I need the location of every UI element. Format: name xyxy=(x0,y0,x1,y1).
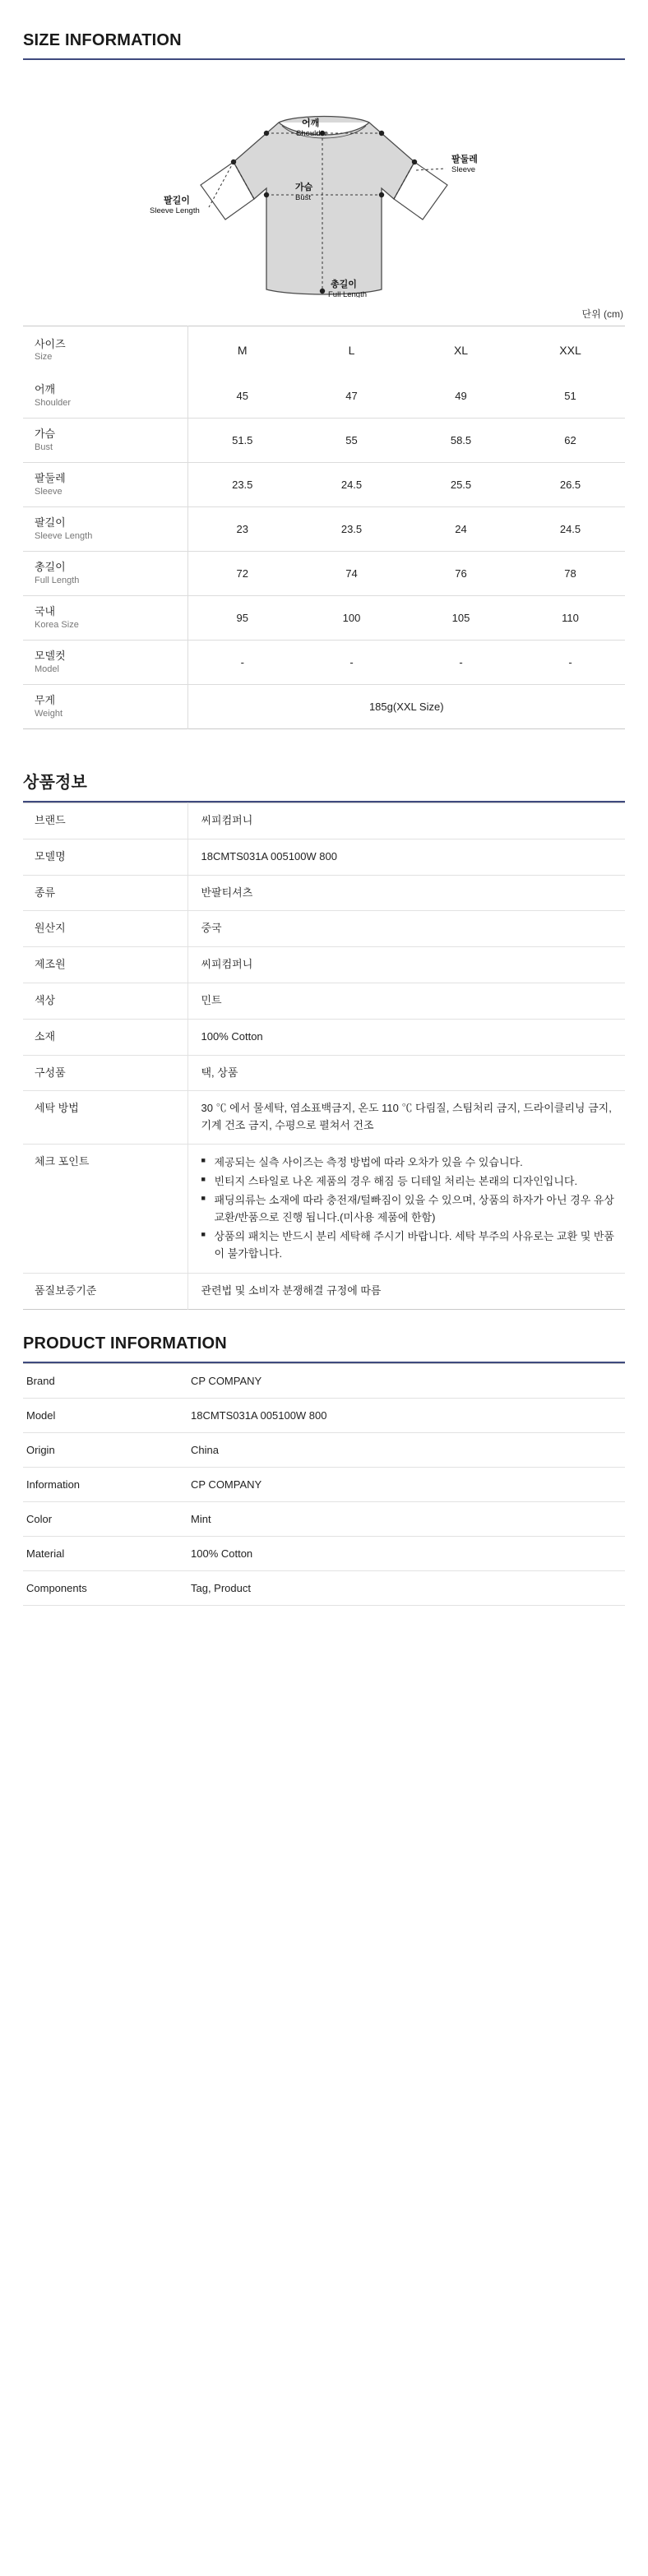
cell: 25.5 xyxy=(406,463,516,507)
pi-key-model: Model xyxy=(23,1399,179,1433)
goods-key-manufacturer: 제조원 xyxy=(23,947,187,983)
table-row xyxy=(23,552,625,596)
table-row xyxy=(23,596,625,641)
size-row-korea-size-label: 국내 Korea Size xyxy=(23,596,187,641)
table-row xyxy=(23,911,625,947)
pi-value-components: Tag, Product xyxy=(179,1571,625,1606)
table-row xyxy=(23,1399,625,1433)
goods-key-color: 색상 xyxy=(23,983,187,1019)
diagram-label-sleeve-length-ko: 팔길이 xyxy=(164,196,190,206)
cell: - xyxy=(297,641,406,685)
list-item: ■ 패딩의류는 소재에 따라 충전재/털빠짐이 있을 수 있으며, 상품의 하자가 아닌 경우 유상 교환/반품으로 진행 됩니다.(미사용 제품에 한함) xyxy=(201,1191,621,1226)
goods-information-table xyxy=(23,802,625,1310)
goods-value-color: 민트 xyxy=(187,983,625,1019)
goods-key-check-point: 체크 포인트 xyxy=(23,1144,187,1273)
size-row-shoulder-label: 어깨 Shoulder xyxy=(23,374,187,419)
pi-key-brand: Brand xyxy=(23,1364,179,1399)
table-row xyxy=(23,875,625,911)
size-column-xl: XL xyxy=(453,343,469,357)
check-point-list xyxy=(201,1154,621,1262)
pi-key-material: Material xyxy=(23,1537,179,1571)
pi-value-origin: China xyxy=(179,1433,625,1468)
size-table xyxy=(23,326,625,729)
pi-value-information: CP COMPANY xyxy=(179,1468,625,1502)
goods-key-model: 모델명 xyxy=(23,839,187,875)
goods-value-material: 100% Cotton xyxy=(187,1019,625,1055)
diagram-label-shoulder-ko: 어깨 xyxy=(302,118,320,128)
cell: - xyxy=(516,641,625,685)
diagram-label-bust-en: Bust xyxy=(295,193,312,202)
cell: 110 xyxy=(516,596,625,641)
cell: 26.5 xyxy=(516,463,625,507)
cell: 74 xyxy=(297,552,406,596)
pi-key-color: Color xyxy=(23,1502,179,1537)
cell: 23 xyxy=(187,507,297,552)
cell: 24.5 xyxy=(516,507,625,552)
size-row-sleeve-label: 팔둘레 Sleeve xyxy=(23,463,187,507)
size-column-l: L xyxy=(348,343,355,357)
cell: 23.5 xyxy=(187,463,297,507)
table-row xyxy=(23,1502,625,1537)
pi-value-model: 18CMTS031A 005100W 800 xyxy=(179,1399,625,1433)
goods-key-material: 소재 xyxy=(23,1019,187,1055)
cell: 49 xyxy=(406,374,516,419)
cell: 45 xyxy=(187,374,297,419)
table-row xyxy=(23,983,625,1019)
diagram-label-bust-ko: 가슴 xyxy=(295,183,313,192)
table-row xyxy=(23,419,625,463)
cell: 51 xyxy=(516,374,625,419)
table-row xyxy=(23,1055,625,1091)
size-column-xxl: XXL xyxy=(559,343,581,357)
cell: 76 xyxy=(406,552,516,596)
cell: 24 xyxy=(406,507,516,552)
table-row xyxy=(23,641,625,685)
goods-value-quality-standard: 관련법 및 소비자 분쟁해결 규정에 따름 xyxy=(201,1284,382,1297)
cell: - xyxy=(187,641,297,685)
size-table-header-row xyxy=(23,326,625,374)
table-row xyxy=(23,374,625,419)
goods-key-quality-standard: 품질보증기준 xyxy=(23,1274,187,1310)
goods-key-brand: 브랜드 xyxy=(23,803,187,839)
product-information-heading: PRODUCT INFORMATION xyxy=(23,1334,625,1363)
size-row-full-length-label: 총길이 Full Length xyxy=(23,552,187,596)
size-row-sleeve-length-label: 팔길이 Sleeve Length xyxy=(23,507,187,552)
goods-key-origin: 원산지 xyxy=(23,911,187,947)
size-table-header-label: 사이즈 Size xyxy=(23,326,187,374)
cell: 72 xyxy=(187,552,297,596)
size-column-m: M xyxy=(237,343,248,357)
diagram-label-sleeve-length-en: Sleeve Length xyxy=(150,206,200,215)
table-row xyxy=(23,685,625,729)
diagram-label-shoulder-en: Shoulder xyxy=(296,129,328,138)
table-row xyxy=(23,1144,625,1273)
cell: 105 xyxy=(406,596,516,641)
cell: 51.5 xyxy=(187,419,297,463)
goods-value-components: 택, 상품 xyxy=(187,1055,625,1091)
table-row xyxy=(23,1364,625,1399)
diagram-label-sleeve-en: Sleeve xyxy=(451,165,476,174)
diagram-label-sleeve-ko: 팔둘레 xyxy=(451,155,478,164)
goods-value-washing: 30 ℃ 에서 물세탁, 염소표백금지, 온도 110 ℃ 다림질, 스팀처리 금지, 드라이클리닝 금지, 기계 건조 금지, 수평으로 펼쳐서 건조 xyxy=(187,1091,625,1145)
pi-key-components: Components xyxy=(23,1571,179,1606)
size-information-heading: SIZE INFORMATION xyxy=(23,0,625,60)
cell: 23.5 xyxy=(297,507,406,552)
goods-value-type: 반팔티셔츠 xyxy=(187,875,625,911)
goods-value-origin: 중국 xyxy=(187,911,625,947)
size-row-model-label: 모델컷 Model xyxy=(23,641,187,685)
cell: 95 xyxy=(187,596,297,641)
table-row xyxy=(23,947,625,983)
cell: 47 xyxy=(297,374,406,419)
cell: 58.5 xyxy=(406,419,516,463)
table-row xyxy=(23,1274,625,1310)
pi-value-color: Mint xyxy=(179,1502,625,1537)
list-item: ■ 빈티지 스타일로 나온 제품의 경우 해짐 등 디테일 처리는 본래의 디자인입니다. xyxy=(201,1172,621,1190)
goods-value-check-point xyxy=(187,1144,625,1273)
cell: 78 xyxy=(516,552,625,596)
diagram-label-full-length-ko: 총길이 xyxy=(331,280,357,289)
size-row-weight-label: 무게 Weight xyxy=(23,685,187,729)
size-row-weight-value: 185g(XXL Size) xyxy=(368,701,444,713)
list-item: ■ 상품의 패치는 반드시 분리 세탁해 주시기 바랍니다. 세탁 부주의 사유로는 교환 및 반품이 불가합니다. xyxy=(201,1228,621,1262)
product-information-table xyxy=(23,1363,625,1606)
list-item: ■ 제공되는 실측 사이즈는 측정 방법에 따라 오차가 있을 수 있습니다. xyxy=(201,1154,621,1171)
goods-key-components: 구성품 xyxy=(23,1055,187,1091)
pi-key-information: Information xyxy=(23,1468,179,1502)
table-row xyxy=(23,803,625,839)
goods-value-model: 18CMTS031A 005100W 800 xyxy=(187,839,625,875)
pi-value-material: 100% Cotton xyxy=(179,1537,625,1571)
table-row xyxy=(23,1571,625,1606)
cell: 62 xyxy=(516,419,625,463)
size-row-bust-label: 가슴 Bust xyxy=(23,419,187,463)
table-row xyxy=(23,1433,625,1468)
goods-value-brand: 씨피컴퍼니 xyxy=(187,803,625,839)
diagram-label-full-length-en: Full Length xyxy=(328,290,368,298)
table-row xyxy=(23,1468,625,1502)
size-unit-note: 단위 (cm) xyxy=(581,308,623,320)
table-row xyxy=(23,1019,625,1055)
goods-key-washing: 세탁 방법 xyxy=(23,1091,187,1145)
pi-key-origin: Origin xyxy=(23,1433,179,1468)
goods-information-heading: 상품정보 xyxy=(23,769,625,802)
table-row xyxy=(23,1537,625,1571)
cell: - xyxy=(406,641,516,685)
cell: 55 xyxy=(297,419,406,463)
table-row xyxy=(23,839,625,875)
goods-key-type: 종류 xyxy=(23,875,187,911)
table-row xyxy=(23,1091,625,1145)
cell: 24.5 xyxy=(297,463,406,507)
size-diagram xyxy=(23,63,625,302)
goods-value-manufacturer: 씨피컴퍼니 xyxy=(187,947,625,983)
cell: 100 xyxy=(297,596,406,641)
table-row xyxy=(23,507,625,552)
table-row xyxy=(23,463,625,507)
pi-value-brand: CP COMPANY xyxy=(179,1364,625,1399)
